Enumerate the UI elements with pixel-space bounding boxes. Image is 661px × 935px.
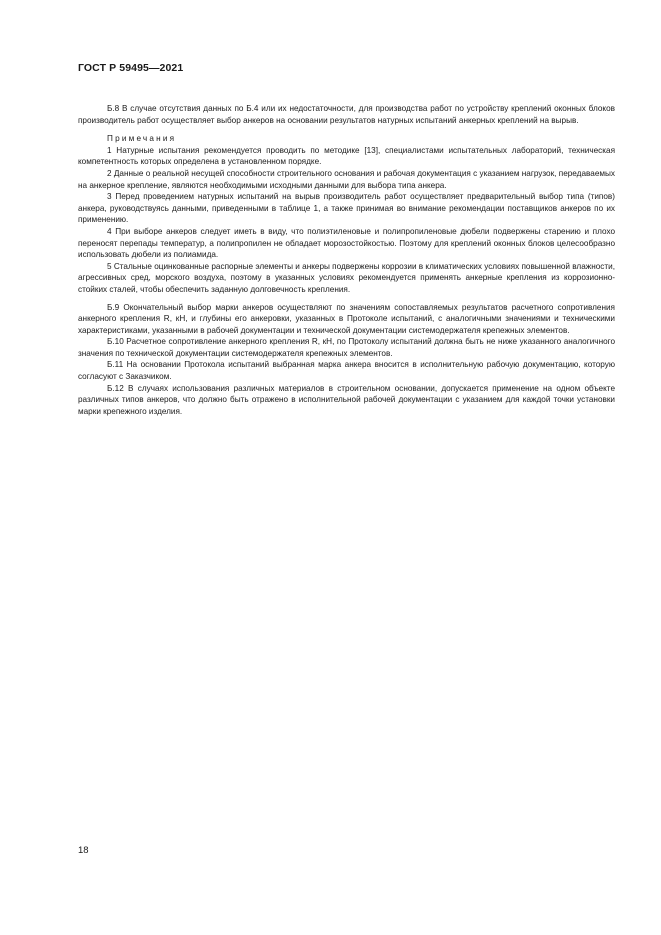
note-3: 3 Перед проведением натурных испытаний на вырыв производитель работ осуществляет предварительный выбор типа (типов) анкера, руководствуясь данными, приведенными в таблице 1, а также принимая во внимание рекомендации поставщиков анкеров по их применению. [78,192,615,225]
page-number: 18 [78,845,89,856]
paragraph-b12: Б.12 В случаях использования различных материалов в строительном основании, допускается применение на одном объекте различных типов анкеров, что должно быть отражено в исполнительной рабочей документации с указанием для каждой точки установки марки крепежного изделия. [78,383,615,416]
document-body [78,103,615,417]
note-2: 2 Данные о реальной несущей способности строительного основания и рабочая документация с указанием нагрузок, передаваемых на анкерное крепление, являются необходимыми исходными данными для выбора типа анкера. [78,168,615,190]
note-5: 5 Стальные оцинкованные распорные элементы и анкеры подвержены коррозии в климатических условиях повышенной влажности, агрессивных сред, морского воздуха, поэтому в указанных условиях рекомендуется применять анкерные крепления из коррозионно-стойких сталей, чтобы обеспечить заданную долговечность крепления. [78,261,615,294]
paragraph-b11: Б.11 На основании Протокола испытаний выбранная марка анкера вносится в исполнительную рабочую документацию, которую согласуют с Заказчиком. [78,360,615,382]
paragraph-b10: Б.10 Расчетное сопротивление анкерного крепления R, кН, по Протоколу испытаний должна быть не ниже указанного аналогичного значения по технической документации системодержателя крепежных элементов. [78,337,615,358]
notes-title: Примечания [107,134,177,144]
note-4: 4 При выборе анкеров следует иметь в виду, что полиэтиленовые и полипропиленовые дюбели подвержены старению и плохо переносят перепады температур, а полипропилен не обладает морозостойкостью. Поэтому для креплений оконных блоков целесообразно использовать дюбели из полиамида. [78,226,615,260]
paragraph-b8: Б.8 В случае отсутствия данных по Б.4 или их недостаточности, для производства работ по устройству креплений оконных блоков производитель работ осуществляет выбор анкеров на основании результатов натурных испытаний анкерных креплений на вырыв. [78,104,615,125]
note-1: 1 Натурные испытания рекомендуется проводить по методике [13], специалистами испытательных лабораторий, техническая компетентность которых определена в установленном порядке. [78,145,615,167]
paragraph-b9: Б.9 Окончательный выбор марки анкеров осуществляют по значениям сопоставляемых результатов расчетного сопротивления анкерного крепления R, кН, и глубины его анкеровки, указанных в Протоколе испытаний, с аналогичными значениями и техническими характеристиками, указанными в рабочей документации и технической документации системодержателя крепежных элементов. [78,302,615,335]
document-header: ГОСТ Р 59495—2021 [78,62,184,74]
